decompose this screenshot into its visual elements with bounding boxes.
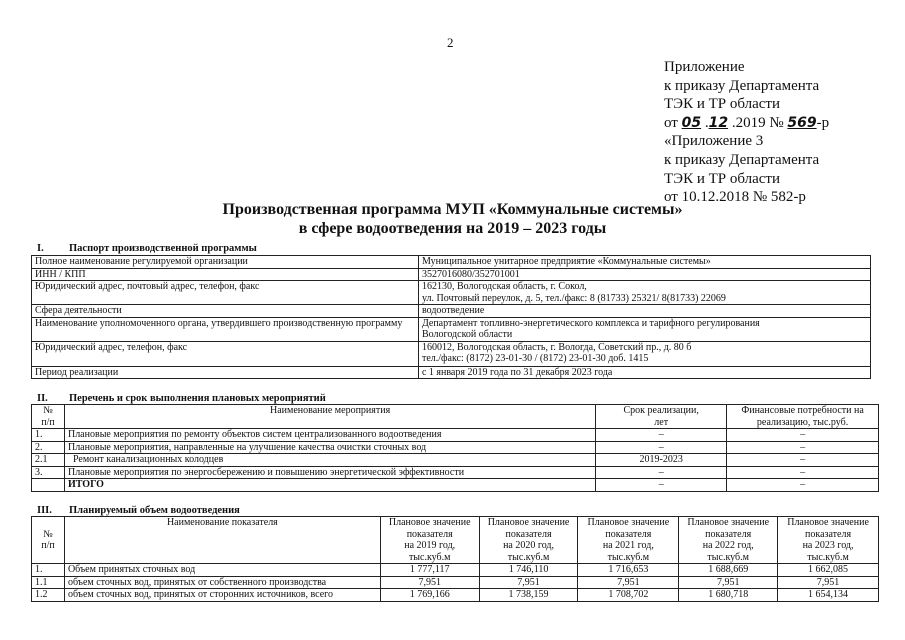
table-cell: – [727,441,879,454]
section-number: III. [37,505,52,516]
order-suffix: -р [816,114,830,131]
header-line: на 2022 год, [702,540,754,551]
header-line: Плановое значение [587,517,670,528]
cell-line: 160012, Вологодская область, г. Вологда, Советский пр., д. 80 б [421,341,692,353]
table-row [32,268,871,281]
header-line: тыс.куб.м [707,551,749,563]
table-row [32,589,879,602]
order-year: .2019 № [731,114,784,131]
section-title: Перечень и срок выполнения плановых мероприятий [69,393,326,404]
table-cell: водоотведение [418,305,870,318]
table-cell [32,479,65,492]
order-day-handwritten: 05 [681,114,702,131]
cell-line: Вологодской области [421,329,513,340]
table-header-row [32,517,879,564]
table-cell: с 1 января 2019 года по 31 декабря 2023 года [418,366,870,379]
table-cell: – [727,429,879,442]
table-cell: – [596,466,727,479]
table-cell: 1 662,085 [778,564,879,577]
title-line: Производственная программа МУП «Коммунальные системы» [222,201,683,218]
table-cell: 7,951 [778,576,879,589]
header-line: реализацию, тыс.руб. [756,416,849,428]
table-cell: 1 716,653 [578,564,679,577]
order-prefix: от [664,114,678,131]
section-number: II. [37,393,48,404]
table-cell: 1 654,134 [778,589,879,602]
table-cell: 1.2 [32,589,65,602]
table-cell: – [727,454,879,467]
table-cell [418,341,870,366]
header-line: на 2021 год, [602,540,654,551]
table-cell: – [727,479,879,492]
table-cell [418,281,870,305]
table-cell: 2019-2023 [596,454,727,467]
header-line: тыс.куб.м [408,551,451,563]
table-cell: 1. [32,429,65,442]
table-cell: Наименование уполномоченного органа, утвердившего производственную программу [32,317,419,341]
appendix-line: к приказу Департамента [664,77,820,94]
header-line: показателя [805,528,852,540]
table-cell: – [596,479,727,492]
table-cell: 2.1 [32,454,65,467]
volume-table [31,516,879,602]
header-line: Финансовые потребности на [741,405,864,416]
passport-table [31,255,871,379]
table-row [32,341,871,366]
page-number: 2 [447,35,454,50]
header-line: тыс.куб.м [507,551,550,563]
header-line: Плановое значение [687,517,770,528]
header-line: показателя [605,528,652,540]
table-row [32,256,871,269]
header-cell [679,517,778,564]
header-line: Плановое значение [787,517,869,528]
cell-line: Департамент топливно-энергетического комплекса и тарифного регулирования [421,317,760,329]
table-row [32,441,879,454]
table-row-total [32,479,879,492]
table-cell: 7,951 [679,576,778,589]
header-line: Плановое значение [487,517,570,528]
table-cell: Период реализации [32,366,419,379]
table-cell: 3527016080/352701001 [418,268,870,281]
header-line: показателя [505,528,552,540]
table-cell: Объем принятых сточных вод [64,564,380,577]
table-row [32,305,871,318]
table-cell: 7,951 [578,576,679,589]
appendix-block [664,58,829,207]
cell-line: ул. Почтовый переулок, д. 5, тел./факс: 8 (81733) 25321/ 8(81733) 22069 [421,292,726,304]
table-cell: Муниципальное унитарное предприятие «Коммунальные системы» [418,256,870,269]
appendix-line: Приложение [664,59,745,75]
appendix-line: к приказу Департамента [664,151,820,168]
header-line: п/п [41,540,55,551]
table-cell: 7,951 [380,576,479,589]
table-cell: 1. [32,564,65,577]
section-heading [37,243,257,254]
table-cell: – [596,429,727,442]
section-heading [37,393,326,404]
header-line: № [43,528,53,540]
table-row [32,429,879,442]
table-row [32,564,879,577]
section-title: Паспорт производственной программы [69,243,257,254]
appendix-line: ТЭК и ТР области [664,96,780,113]
table-cell: 3. [32,466,65,479]
appendix-line: от 10.12.2018 № 582-р [664,189,806,206]
table-cell: 1 708,702 [578,589,679,602]
table-cell [418,317,870,341]
document-title [0,200,905,238]
table-cell: 1.1 [32,576,65,589]
header-line: показателя [705,528,752,540]
header-line: Срок реализации, [623,405,699,416]
table-cell: Сфера деятельности [32,305,419,318]
header-cell: Наименование показателя [64,517,380,564]
header-line: тыс.куб.м [807,551,849,563]
table-row [32,281,871,305]
table-cell: 1 688,669 [679,564,778,577]
table-cell: Плановые мероприятия по энергосбережению и повышению энергетической эффективности [64,466,595,479]
header-line: показателя [406,528,453,540]
table-row [32,366,871,379]
appendix-line: ТЭК и ТР области [664,170,780,187]
header-line: п/п [41,416,55,428]
table-cell: Плановые мероприятия по ремонту объектов систем централизованного водоотведения [64,429,595,442]
table-cell: объем сточных вод, принятых от сторонних источников, всего [64,589,380,602]
cell-line: тел./факс: (8172) 23-01-30 / (8172) 23-01-30 доб. 1415 [421,353,649,364]
table-cell: 2. [32,441,65,454]
table-cell: 1 738,159 [479,589,578,602]
header-line: на 2019 год, [404,540,456,551]
title-line: в сфере водоотведения на 2019 – 2023 годы [298,220,607,237]
header-cell [32,405,65,429]
order-month-handwritten: 12 [708,114,729,131]
header-cell [578,517,679,564]
appendix-order-line: от 05 .12 .2019 № 569-р [664,114,830,131]
table-cell: ИНН / КПП [32,268,419,281]
table-cell: 1 777,117 [380,564,479,577]
table-cell: – [727,466,879,479]
header-line: Плановое значение [388,517,471,528]
header-cell: Наименование мероприятия [64,405,595,429]
header-cell [32,517,65,564]
table-cell: Плановые мероприятия, направленные на улучшение качества очистки сточных вод [64,441,595,454]
table-cell: 1 746,110 [479,564,578,577]
header-cell [727,405,879,429]
table-row [32,576,879,589]
order-number-handwritten: 569 [787,114,817,131]
header-cell [479,517,578,564]
table-row [32,454,879,467]
table-cell: Полное наименование регулируемой организации [32,256,419,269]
table-header-row [32,405,879,429]
table-row [32,466,879,479]
table-cell: 1 769,166 [380,589,479,602]
table-cell: – [596,441,727,454]
cell-line: 162130, Вологодская область, г. Сокол, [421,281,587,292]
section-heading [37,505,240,516]
header-cell [778,517,879,564]
table-cell: 7,951 [479,576,578,589]
header-line: № [43,405,53,416]
header-line: на 2020 год, [503,540,555,551]
table-row [32,317,871,341]
table-cell: Юридический адрес, телефон, факс [32,341,419,366]
measures-table [31,404,879,492]
table-cell: Ремонт канализационных колодцев [64,454,595,467]
header-line: лет [654,416,669,428]
table-cell: 1 680,718 [679,589,778,602]
table-cell: Юридический адрес, почтовый адрес, телефон, факс [32,281,419,305]
section-title: Планируемый объем водоотведения [69,505,240,516]
appendix-line: «Приложение 3 [664,133,764,150]
table-cell: ИТОГО [64,479,595,492]
header-cell [380,517,479,564]
header-cell [596,405,727,429]
table-cell: объем сточных вод, принятых от собственного производства [64,576,380,589]
section-number: I. [37,243,44,254]
header-line: на 2023 год, [802,540,854,551]
header-line: тыс.куб.м [607,551,650,563]
